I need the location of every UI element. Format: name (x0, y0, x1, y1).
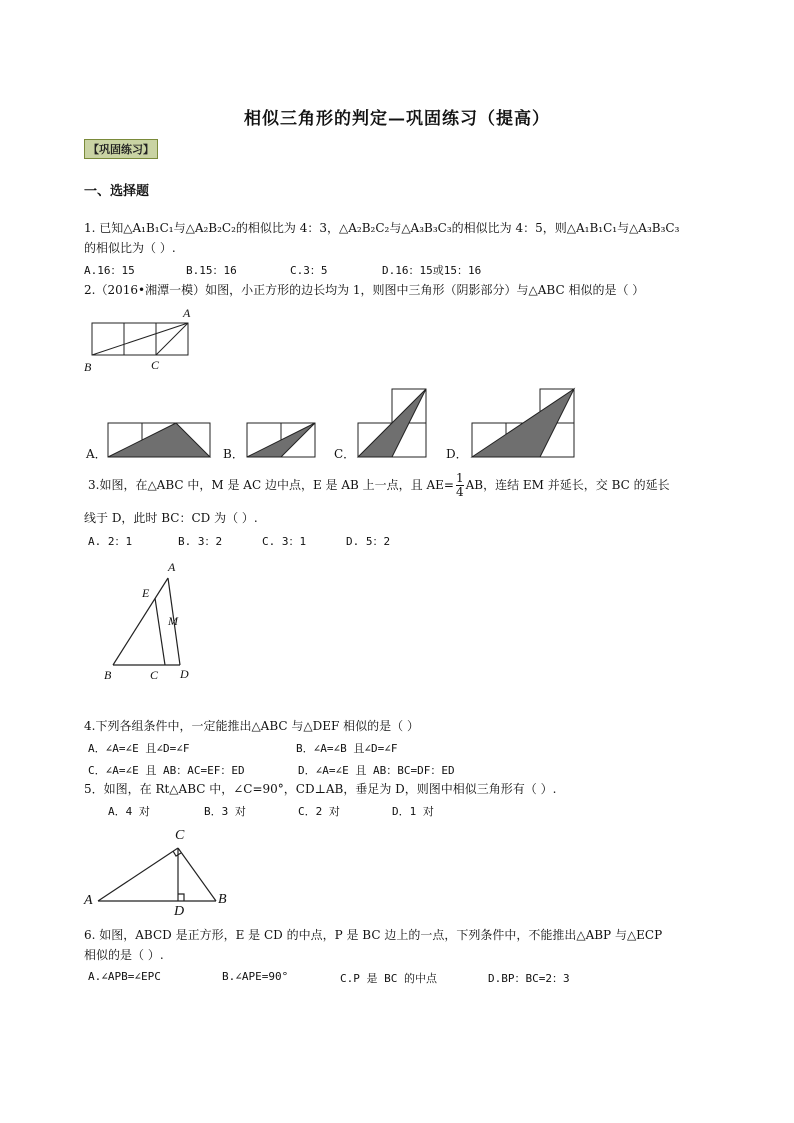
q3-label-m: M (168, 614, 178, 628)
q5-label-c: C (175, 828, 185, 843)
q3-text-b: AB，连结 EM 并延长，交 BC 的延长 (465, 478, 670, 492)
q1-option-c: C.3：5 (290, 264, 328, 277)
q4-option-b: B．∠A=∠B 且∠D=∠F (296, 742, 398, 755)
q6-option-c: C.P 是 BC 的中点 (340, 972, 437, 985)
q3-label-c: C (150, 668, 159, 682)
q1-option-d: D.16：15或15：16 (382, 264, 482, 277)
q2-choice-d-letter: D． (446, 447, 468, 461)
q2-choice-c-letter: C． (334, 447, 356, 461)
q3-option-d: D. 5：2 (346, 535, 391, 548)
q3-fraction-den: 4 (455, 485, 464, 499)
q3-label-b: B (104, 668, 112, 682)
section-heading: 一、选择题 (84, 184, 150, 199)
q5-option-c: C．2 对 (298, 805, 340, 818)
q6-text-line1: 6. 如图，ABCD 是正方形，E 是 CD 的中点，P 是 BC 边上的一点，下列条件中，不能推出△ABP 与△ECP (84, 928, 663, 942)
q3-option-b: B. 3：2 (178, 535, 223, 548)
q5-option-d: D．1 对 (392, 805, 434, 818)
section-tag: 【巩固练习】 (84, 139, 158, 159)
page-title: 相似三角形的判定—巩固练习（提高） (244, 109, 550, 129)
q3-label-e: E (142, 586, 150, 600)
q2-label-a: A (183, 306, 191, 320)
q5-label-d: D (174, 904, 185, 919)
q4-option-a: A．∠A=∠E 且∠D=∠F (88, 742, 190, 755)
q1-option-a: A.16：15 (84, 264, 135, 277)
q3-text-line2: 线于 D，此时 BC：CD 为（ ）. (84, 511, 258, 525)
q4-option-c: C．∠A=∠E 且 AB：AC=EF：ED (88, 764, 245, 777)
q5-option-a: A．4 对 (108, 805, 150, 818)
q6-option-d: D.BP：BC=2：3 (488, 972, 570, 985)
q3-label-a: A (168, 560, 176, 574)
q1-text-line2: 的相似比为（ ）. (84, 241, 176, 255)
q6-option-a: A.∠APB=∠EPC (88, 970, 161, 983)
q4-text: 4.下列各组条件中，一定能推出△ABC 与△DEF 相似的是（ ） (84, 719, 419, 733)
q5-label-a: A (84, 893, 93, 908)
q3-option-c: C. 3：1 (262, 535, 307, 548)
q2-text: 2.（2016•湘潭一模）如图，小正方形的边长均为 1，则图中三角形（阴影部分）与△ABC 相似的是（ ） (84, 283, 645, 297)
q2-label-b: B (84, 360, 92, 374)
q1-option-b: B.15：16 (186, 264, 237, 277)
q1-text-line1: 1. 已知△A₁B₁C₁与△A₂B₂C₂的相似比为 4：3，△A₂B₂C₂与△A₃B₃C₃的相似比为 4：5，则△A₁B₁C₁与△A₃B₃C₃ (84, 221, 680, 235)
q3-fraction-num: 1 (455, 471, 464, 485)
q5-segment-ac (98, 848, 178, 901)
q2-choice-b-letter: B． (223, 447, 244, 461)
q2-choice-a-letter: A． (86, 447, 107, 461)
q5-option-b: B．3 对 (204, 805, 246, 818)
q3-label-d: D (180, 667, 189, 681)
q5-label-b: B (218, 892, 227, 907)
q5-text: 5．如图，在 Rt△ABC 中，∠C=90°，CD⊥AB，垂足为 D，则图中相似三角形有（ ）. (84, 782, 557, 796)
q2-label-c: C (151, 358, 160, 372)
q5-right-angle-d (178, 894, 184, 901)
q3-text-a: 3.如图，在△ABC 中，M 是 AC 边中点，E 是 AB 上一点，且 AE= (88, 478, 454, 492)
q4-option-d: D．∠A=∠E 且 AB：BC=DF：ED (298, 764, 455, 777)
q5-segment-cb (178, 848, 216, 901)
q3-option-a: A. 2：1 (88, 535, 133, 548)
q5-right-angle-c (173, 851, 181, 856)
q6-text-line2: 相似的是（ ）. (84, 948, 164, 962)
q6-option-b: B.∠APE=90° (222, 970, 289, 983)
